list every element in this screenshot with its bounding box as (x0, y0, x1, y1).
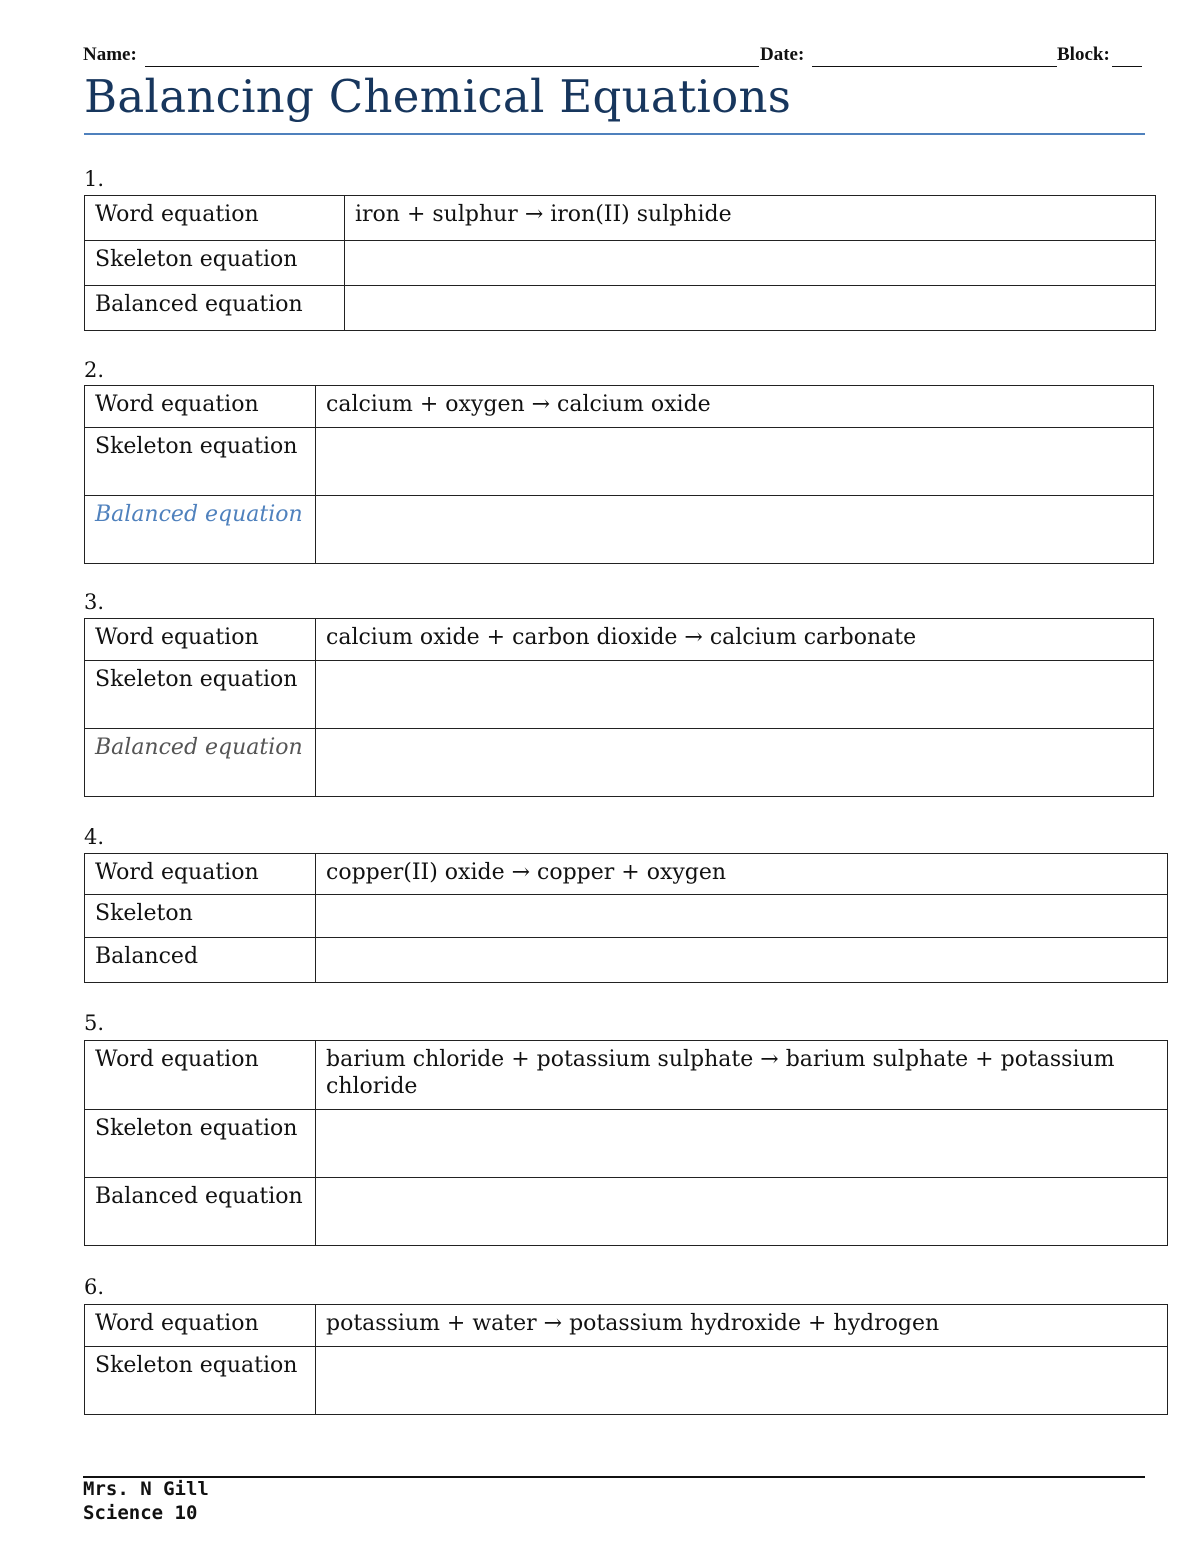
balanced-equation-field[interactable] (316, 729, 1154, 797)
word-equation-value: copper(II) oxide → copper + oxygen (316, 854, 1168, 895)
balanced-equation-label: Balanced equation (85, 729, 316, 797)
skeleton-equation-field[interactable] (316, 428, 1154, 496)
word-equation-label: Word equation (85, 196, 345, 241)
name-field[interactable] (145, 66, 759, 67)
date-field[interactable] (812, 66, 1057, 67)
problem-number: 2. (84, 358, 105, 382)
title-underline (84, 133, 1145, 135)
skeleton-equation-label: Skeleton equation (85, 1347, 316, 1415)
balanced-equation-field[interactable] (316, 938, 1168, 983)
word-equation-label: Word equation (85, 1305, 316, 1347)
word-equation-value: barium chloride + potassium sulphate → barium sulphate + potassium chloride (316, 1041, 1168, 1110)
balanced-equation-field[interactable] (316, 1178, 1168, 1246)
balanced-equation-label: Balanced equation (85, 496, 316, 564)
equation-table-3 (84, 618, 1154, 797)
problem-number: 3. (84, 590, 105, 614)
skeleton-equation-field[interactable] (316, 661, 1154, 729)
skeleton-equation-label: Skeleton equation (85, 241, 345, 286)
equation-table-5 (84, 1040, 1168, 1246)
word-equation-value: iron + sulphur → iron(II) sulphide (345, 196, 1156, 241)
skeleton-equation-label: Skeleton equation (85, 661, 316, 729)
skeleton-equation-label: Skeleton equation (85, 1110, 316, 1178)
balanced-equation-field[interactable] (345, 286, 1156, 331)
header-fields (83, 44, 1143, 72)
name-label: Name: (83, 44, 137, 65)
page-title: Balancing Chemical Equations (84, 70, 792, 123)
date-label: Date: (760, 44, 805, 65)
balanced-equation-field[interactable] (316, 496, 1154, 564)
skeleton-equation-field[interactable] (316, 1110, 1168, 1178)
word-equation-value: calcium oxide + carbon dioxide → calcium carbonate (316, 619, 1154, 661)
footer-teacher: Mrs. N Gill (83, 1478, 209, 1500)
balanced-equation-label: Balanced equation (85, 286, 345, 331)
problem-number: 4. (84, 825, 105, 849)
word-equation-label: Word equation (85, 619, 316, 661)
skeleton-equation-label: Skeleton equation (85, 428, 316, 496)
word-equation-value: potassium + water → potassium hydroxide + hydrogen (316, 1305, 1168, 1347)
equation-table-4 (84, 853, 1168, 983)
problem-number: 6. (84, 1275, 105, 1299)
balanced-equation-label: Balanced (85, 938, 316, 983)
block-field[interactable] (1112, 66, 1142, 67)
balanced-equation-label: Balanced equation (85, 1178, 316, 1246)
equation-table-2 (84, 385, 1154, 564)
block-label: Block: (1057, 44, 1110, 65)
problem-number: 5. (84, 1011, 105, 1035)
word-equation-label: Word equation (85, 1041, 316, 1110)
word-equation-value: calcium + oxygen → calcium oxide (316, 386, 1154, 428)
footer-course: Science 10 (83, 1502, 198, 1524)
skeleton-equation-label: Skeleton (85, 895, 316, 938)
skeleton-equation-field[interactable] (345, 241, 1156, 286)
word-equation-label: Word equation (85, 854, 316, 895)
equation-table-1 (84, 195, 1156, 331)
skeleton-equation-field[interactable] (316, 895, 1168, 938)
problem-number: 1. (84, 167, 105, 191)
equation-table-6 (84, 1304, 1168, 1415)
skeleton-equation-field[interactable] (316, 1347, 1168, 1415)
word-equation-label: Word equation (85, 386, 316, 428)
footer-divider (83, 1476, 1145, 1478)
